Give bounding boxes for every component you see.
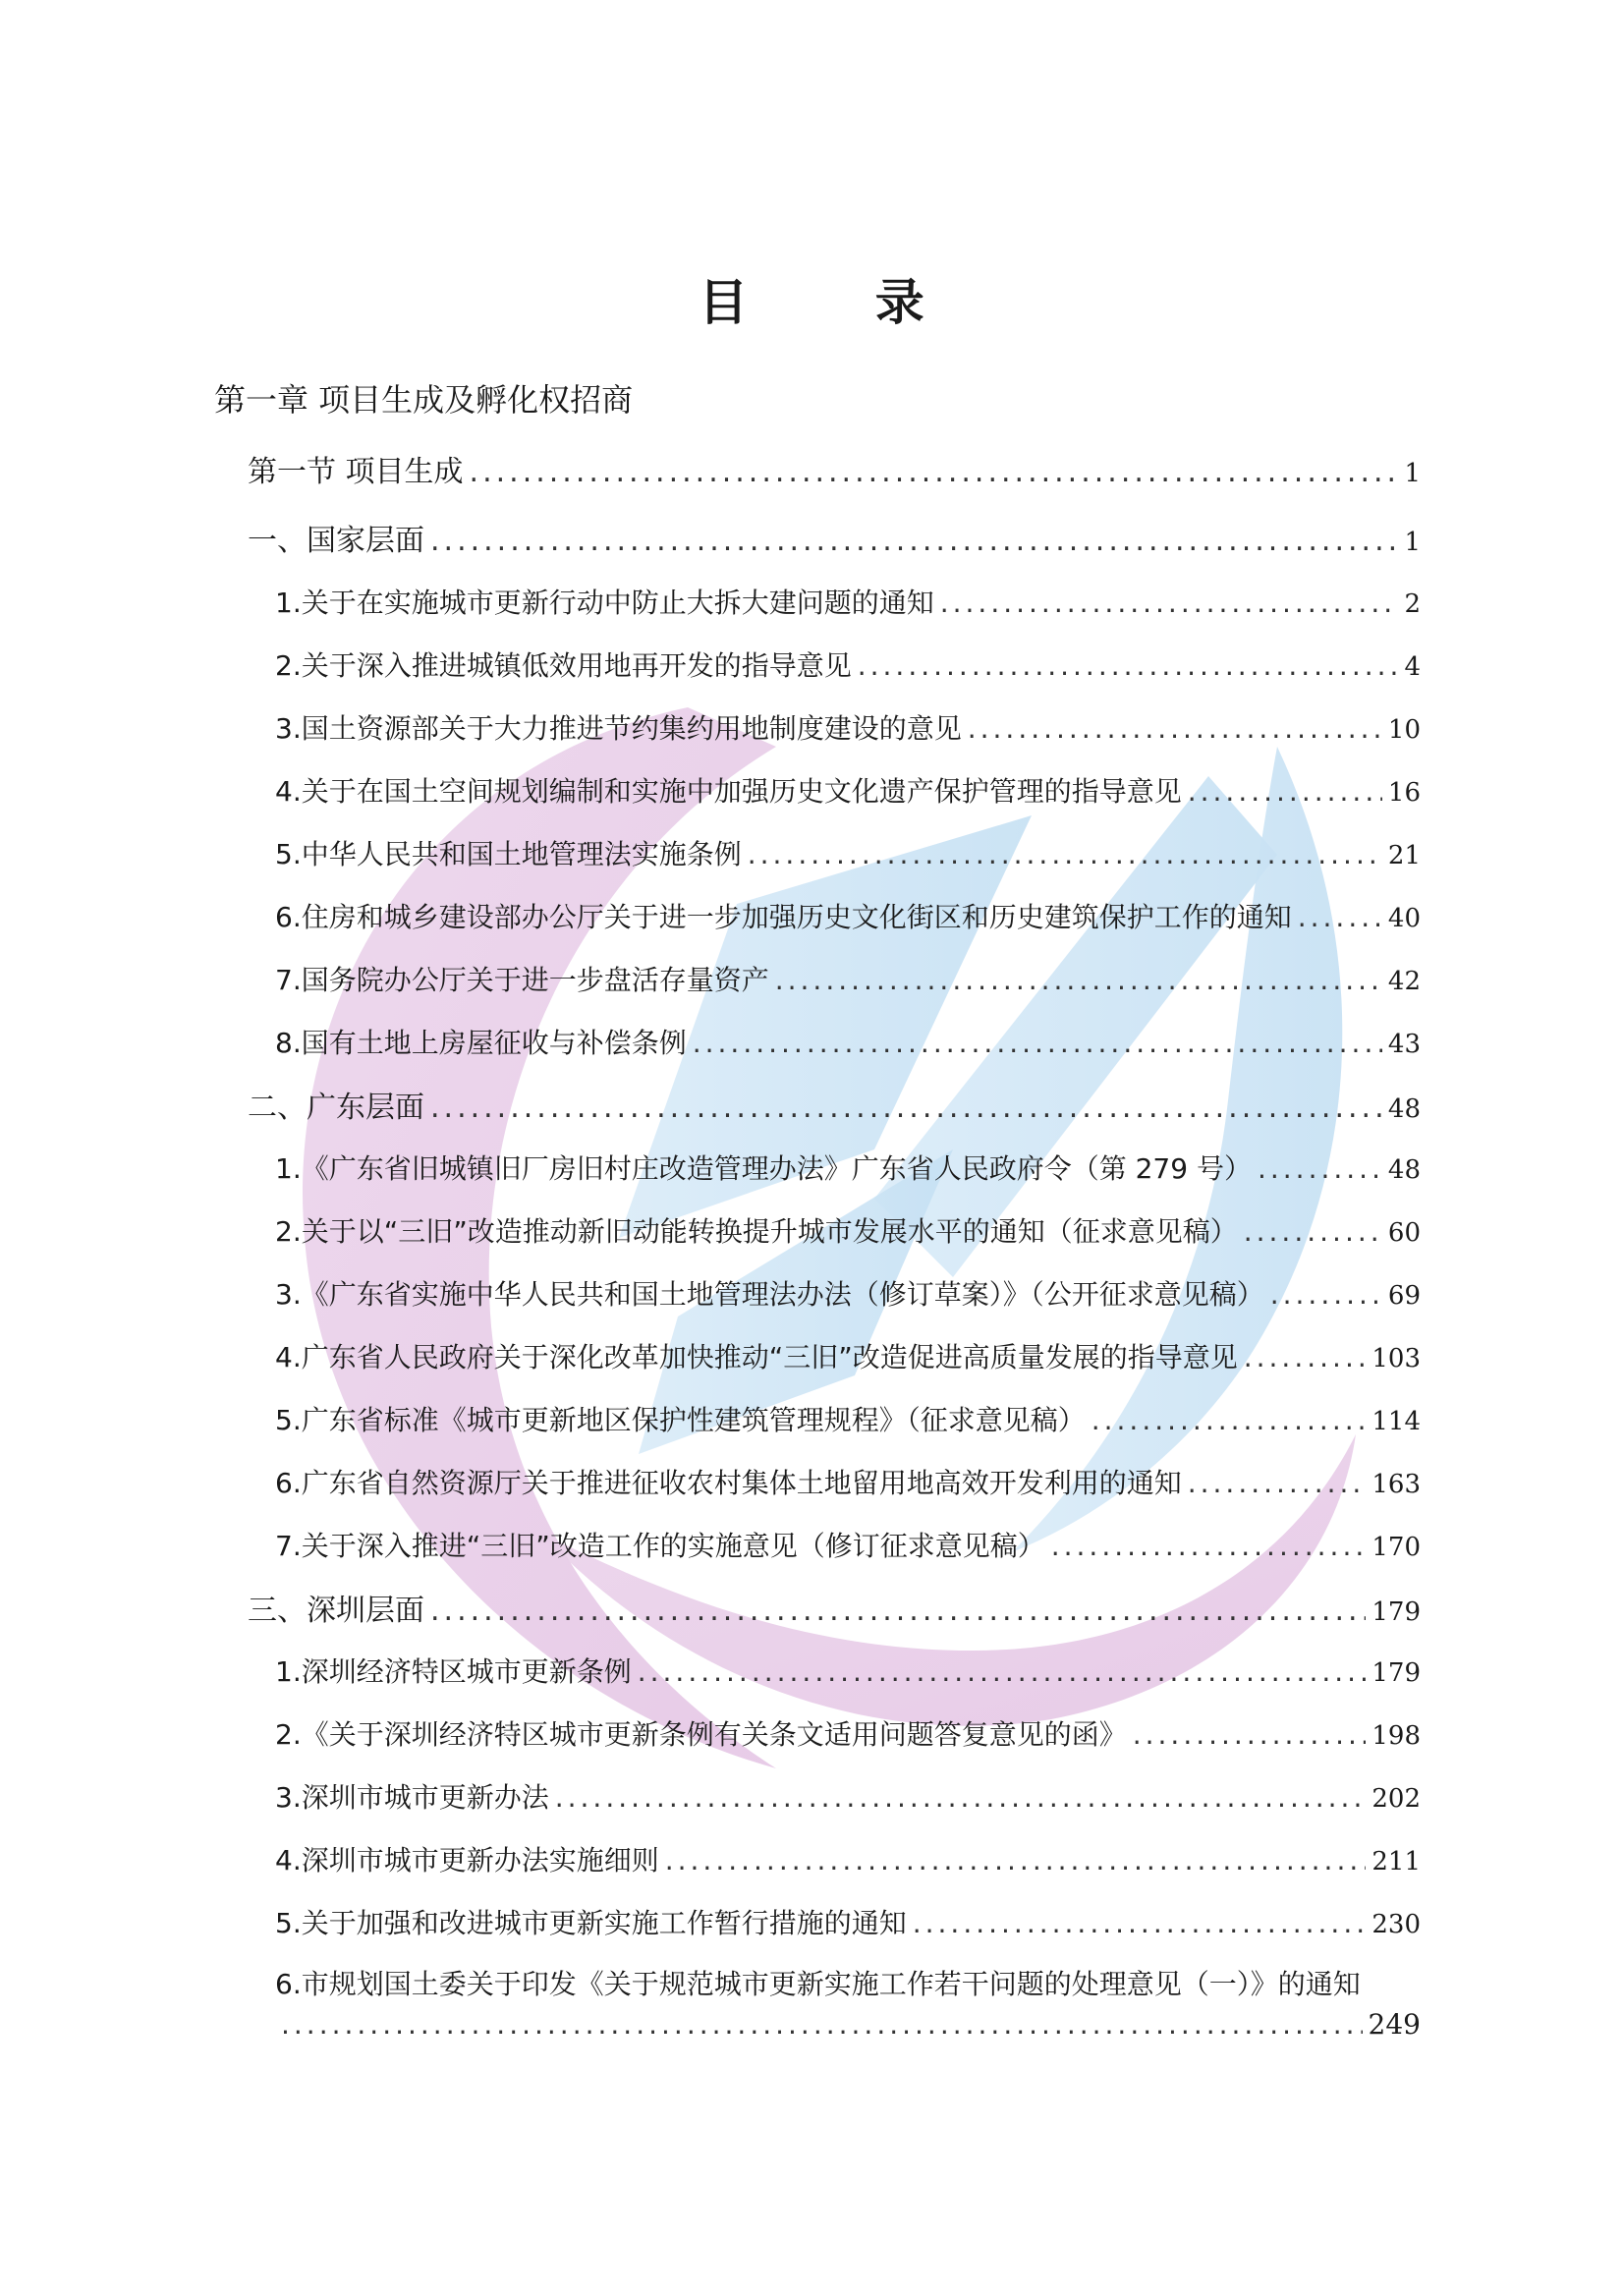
toc-entry-page: 1 [1404,459,1421,488]
toc-entry-text: 4.深圳市城市更新办法实施细则 [275,1844,659,1876]
toc-entry-text: 4.关于在国土空间规划编制和实施中加强历史文化遗产保护管理的指导意见 [275,775,1182,808]
toc-entry[interactable] [275,1210,1421,1256]
chapter-heading: 第一章 项目生成及孵化权招商 [214,381,634,419]
toc-entry[interactable] [275,896,1421,941]
toc-entry-page: 163 [1371,1470,1421,1499]
toc-entry-text: 1.关于在实施城市更新行动中防止大拆大建问题的通知 [275,587,934,619]
toc-entry-text: 8.国有土地上房屋征收与补偿条例 [275,1027,687,1059]
toc-entry-continuation[interactable] [281,2008,1421,2053]
dot-leader [1298,901,1382,933]
toc-entry-page: 114 [1371,1407,1421,1436]
toc-entry-text: 二、广东层面 [248,1091,424,1125]
toc-entry-text: 三、深圳层面 [248,1594,424,1628]
toc-entry-page: 10 [1387,715,1421,745]
toc-entry-text: 5.中华人民共和国土地管理法实施条例 [275,838,742,870]
toc-entry-page: 48 [1387,1155,1421,1185]
dot-leader [748,838,1382,870]
dot-leader [1051,1530,1367,1562]
toc-entry-text: 1.《广东省旧城镇旧厂房旧村庄改造管理办法》广东省人民政府令（第 279 号） [275,1152,1252,1185]
toc-entry-page: 211 [1371,1847,1421,1876]
toc-entry-text[interactable]: 6.市规划国土委关于印发《关于规范城市更新实施工作若干问题的处理意见（一）》的通知 [275,1968,1361,2000]
toc-entry[interactable] [275,1462,1421,1507]
toc-entry[interactable] [275,1839,1421,1884]
toc-entry-page: 249 [1368,2008,1421,2041]
toc-entry-page: 21 [1387,841,1421,870]
dot-leader [940,587,1399,619]
toc-entry-page: 179 [1371,1658,1421,1688]
dot-leader [470,455,1399,489]
toc-entry-text: 5.广东省标准《城市更新地区保护性建筑管理规程》（征求意见稿） [275,1404,1086,1436]
toc-entry-text: 2.《关于深圳经济特区城市更新条例有关条文适用问题答复意见的函》 [275,1718,1127,1751]
page-title: 目 录 [699,274,979,331]
toc-entry-text: 6.广东省自然资源厅关于推进征收农村集体土地留用地高效开发利用的通知 [275,1467,1182,1499]
dot-leader [775,964,1382,996]
dot-leader [1091,1404,1367,1436]
toc-entry-text: 6.住房和城乡建设部办公厅关于进一步加强历史文化街区和历史建筑保护工作的通知 [275,901,1292,933]
toc-entry[interactable] [275,1525,1421,1570]
toc-entry-text: 5.关于加强和改进城市更新实施工作暂行措施的通知 [275,1907,907,1939]
toc-entry-text: 4.广东省人民政府关于深化改革加快推动“三旧”改造促进高质量发展的指导意见 [275,1341,1238,1373]
toc-entry-page: 40 [1387,904,1421,933]
toc-entry[interactable] [275,1902,1421,1947]
dot-leader [1258,1152,1382,1185]
toc-entry-page: 103 [1371,1344,1421,1373]
toc-entry-page: 2 [1404,589,1421,619]
toc-entry[interactable] [275,1336,1421,1381]
toc-entry-text: 第一节 项目生成 [248,455,464,489]
toc-entry-page: 4 [1404,652,1421,682]
dot-leader [913,1907,1367,1939]
toc-entry-section[interactable] [248,516,1421,561]
toc-entry-text: 7.国务院办公厅关于进一步盘活存量资产 [275,964,769,996]
toc-entry[interactable] [275,1022,1421,1067]
dot-leader [430,1091,1382,1125]
dot-leader [858,649,1399,682]
toc-entry-page: 60 [1387,1218,1421,1248]
toc-entry-page: 1 [1404,528,1421,557]
toc-entry[interactable] [275,1148,1421,1193]
toc-entry-text: 一、国家层面 [248,524,424,558]
toc-entry-section[interactable] [248,1586,1421,1631]
dot-leader [1270,1278,1382,1311]
toc-entry-page: 179 [1371,1597,1421,1627]
toc-entry-page: 16 [1387,778,1421,808]
dot-leader [1244,1341,1367,1373]
toc-entry[interactable] [275,833,1421,878]
dot-leader [1244,1215,1382,1248]
dot-leader [430,524,1398,558]
toc-entry[interactable] [275,770,1421,815]
dot-leader [430,1594,1366,1628]
toc-entry[interactable] [275,582,1421,627]
toc-entry[interactable] [275,707,1421,753]
toc-entry[interactable] [275,1776,1421,1821]
toc-entry-text: 2.关于以“三旧”改造推动新旧动能转换提升城市发展水平的通知（征求意见稿） [275,1215,1238,1248]
toc-entry-text: 3.《广东省实施中华人民共和国土地管理法办法（修订草案）》（公开征求意见稿） [275,1278,1264,1311]
toc-entry-section[interactable] [248,447,1421,492]
dot-leader [665,1844,1367,1876]
toc-entry-text: 7.关于深入推进“三旧”改造工作的实施意见（修订征求意见稿） [275,1530,1045,1562]
toc-entry-page: 230 [1371,1910,1421,1939]
toc-entry-page: 43 [1387,1030,1421,1059]
toc-entry[interactable] [275,1713,1421,1759]
dot-leader [1133,1718,1367,1751]
toc-entry-text: 1.深圳经济特区城市更新条例 [275,1655,632,1688]
toc-entry-page: 198 [1371,1721,1421,1751]
toc-entry-text: 3.深圳市城市更新办法 [275,1781,549,1814]
toc-entry-page: 48 [1387,1094,1421,1124]
toc-entry-text: 2.关于深入推进城镇低效用地再开发的指导意见 [275,649,852,682]
toc-entry-section[interactable] [248,1083,1421,1128]
dot-leader [638,1655,1367,1688]
toc-entry-page: 170 [1371,1533,1421,1562]
toc-entry-page: 202 [1371,1784,1421,1814]
toc-entry[interactable] [275,959,1421,1004]
toc-entry-page: 42 [1387,967,1421,996]
dot-leader [968,712,1382,745]
dot-leader [1188,1467,1367,1499]
toc-entry-text: 3.国土资源部关于大力推进节约集约用地制度建设的意见 [275,712,962,745]
dot-leader [693,1027,1382,1059]
dot-leader [1188,775,1382,808]
toc-entry[interactable] [275,1651,1421,1696]
toc-entry[interactable] [275,644,1421,690]
toc-entry-page: 69 [1387,1281,1421,1311]
dot-leader [555,1781,1367,1814]
toc-entry[interactable] [275,1273,1421,1318]
toc-entry[interactable] [275,1399,1421,1444]
dot-leader [281,2008,1363,2041]
